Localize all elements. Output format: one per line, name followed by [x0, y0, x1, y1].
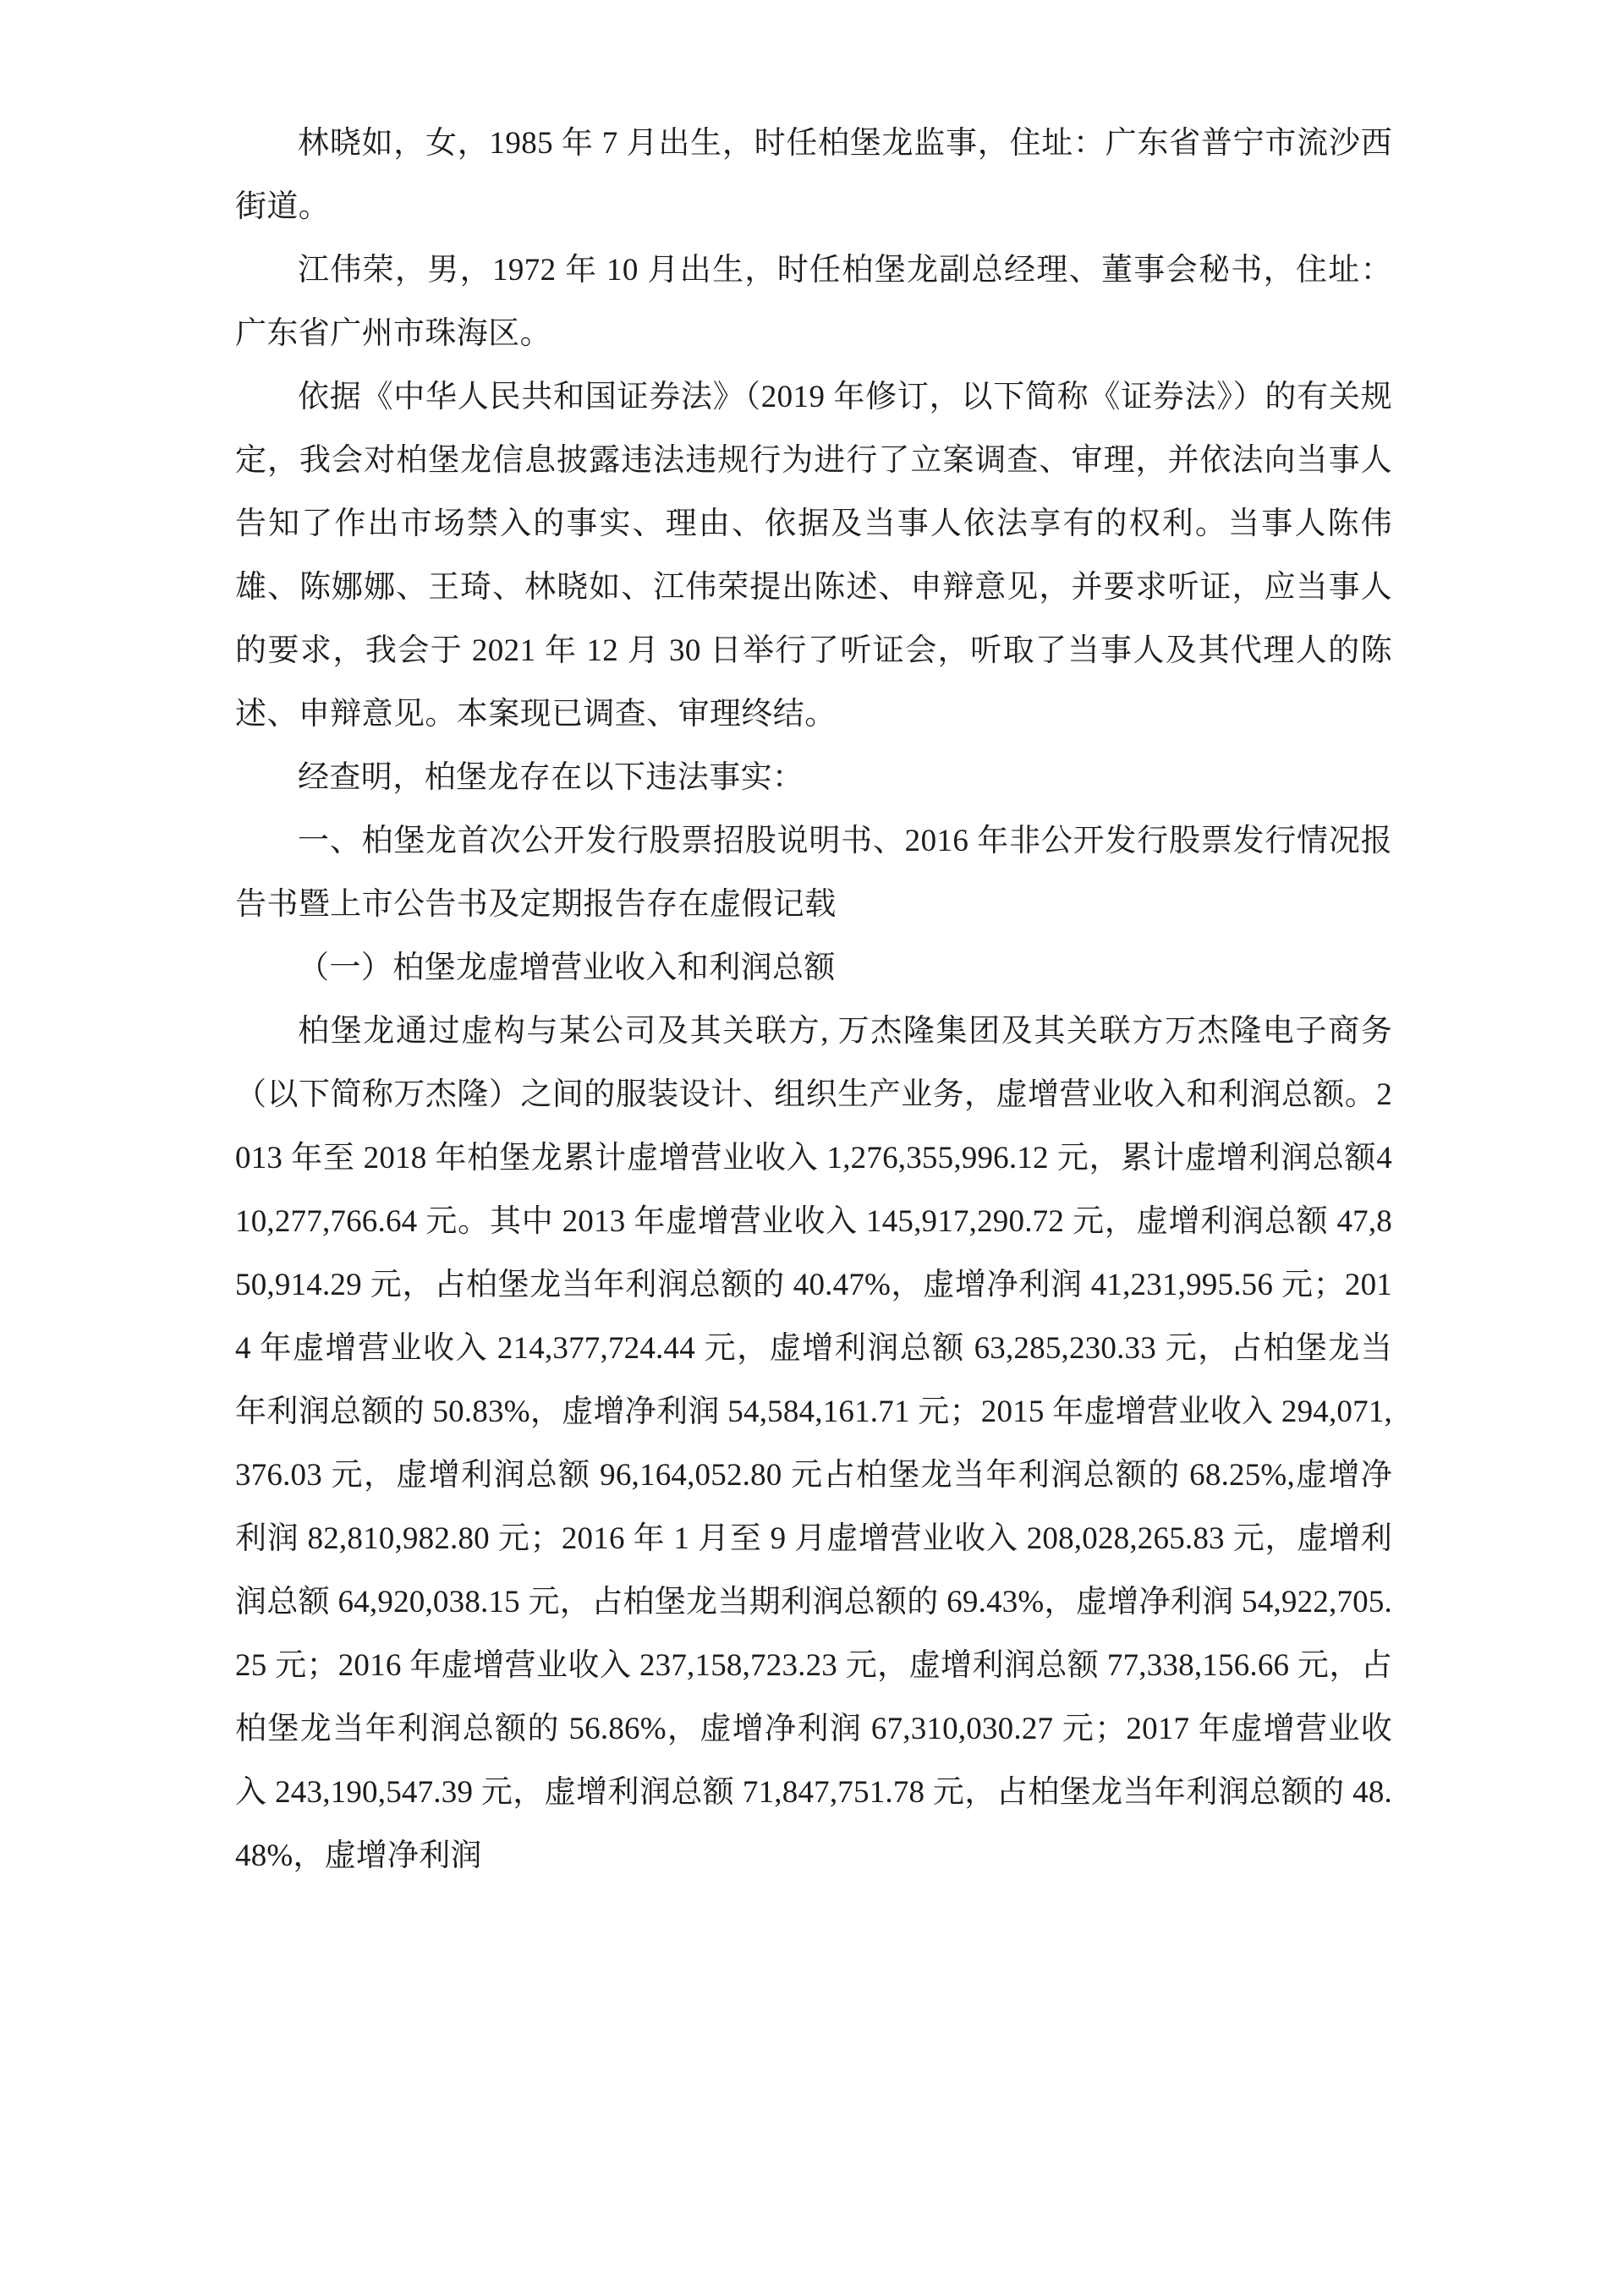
paragraph-section-heading-one: 一、柏堡龙首次公开发行股票招股说明书、2016 年非公开发行股票发行情况报告书暨上市公告书及定期报告存在虚假记载 [235, 824, 1392, 922]
paragraph-legal-basis-and-procedure: 依据《中华人民共和国证券法》（2019 年修订，以下简称《证券法》）的有关规定，我会对柏堡龙信息披露违法违规行为进行了立案调查、审理，并依法向当事人告知了作出市场禁入的事实、理由、依据及当事人依法享有的权利。当事人陈伟雄、陈娜娜、王琦、林晓如、江伟荣提出陈述、申辩意见，并要求听证，应当事人的要求，我会于 2021 年 12 月 30 日举行了听证会，听取了当事人及其代理人的陈述、申辩意见。本案现已调查、审理终结。 [235, 380, 1392, 732]
paragraph-subsection-heading-one: （一）柏堡龙虚增营业收入和利润总额 [298, 951, 836, 985]
paragraph-findings-introduction: 经查明，柏堡龙存在以下违法事实： [298, 760, 804, 795]
paragraph-inflated-revenue-details: 柏堡龙通过虚构与某公司及其关联方, 万杰隆集团及其关联方万杰隆电子商务（以下简称万杰隆）之间的服装设计、组织生产业务，虚增营业收入和利润总额。2013 年至 2018 年柏堡龙累计虚增营业收入 1,276,355,996.12 元，累计虚增利润总额410,277,766.64 元。其中 2013 年虚增营业收入 145,917,290.72 元，虚增利润总额 47,850,914.29 元，占柏堡龙当年利润总额的 40.47%，虚增净利润 41,231,995.56 元；2014 年虚增营业收入 214,377,724.44 元，虚增利润总额 63,285,230.33 元，占柏堡龙当年利润总额的 50.83%，虚增净利润 54,584,161.71 元；2015 年虚增营业收入 294,071,376.03 元，虚增利润总额 96,164,052.80 元占柏堡龙当年利润总额的 68.25%,虚增净利润 82,810,982.80 元；2016 年 1 月至 9 月虚增营业收入 208,028,265.83 元，虚增利润总额 64,920,038.15 元，占柏堡龙当期利润总额的 69.43%，虚增净利润 54,922,705.25 元；2016 年虚增营业收入 237,158,723.23 元，虚增利润总额 77,338,156.66 元，占柏堡龙当年利润总额的 56.86%，虚增净利润 67,310,030.27 元；2017 年虚增营业收入 243,190,547.39 元，虚增利润总额 71,847,751.78 元，占柏堡龙当年利润总额的 48.48%，虚增净利润 [235, 1014, 1392, 1873]
document-text-column [235, 112, 1392, 1888]
paragraph-party-lin-xiaoru: 林晓如，女，1985 年 7 月出生，时任柏堡龙监事，住址：广东省普宁市流沙西街道。 [235, 126, 1392, 224]
paragraph-party-jiang-weirong: 江伟荣，男，1972 年 10 月出生，时任柏堡龙副总经理、董事会秘书，住址：广东省广州市珠海区。 [235, 253, 1392, 351]
